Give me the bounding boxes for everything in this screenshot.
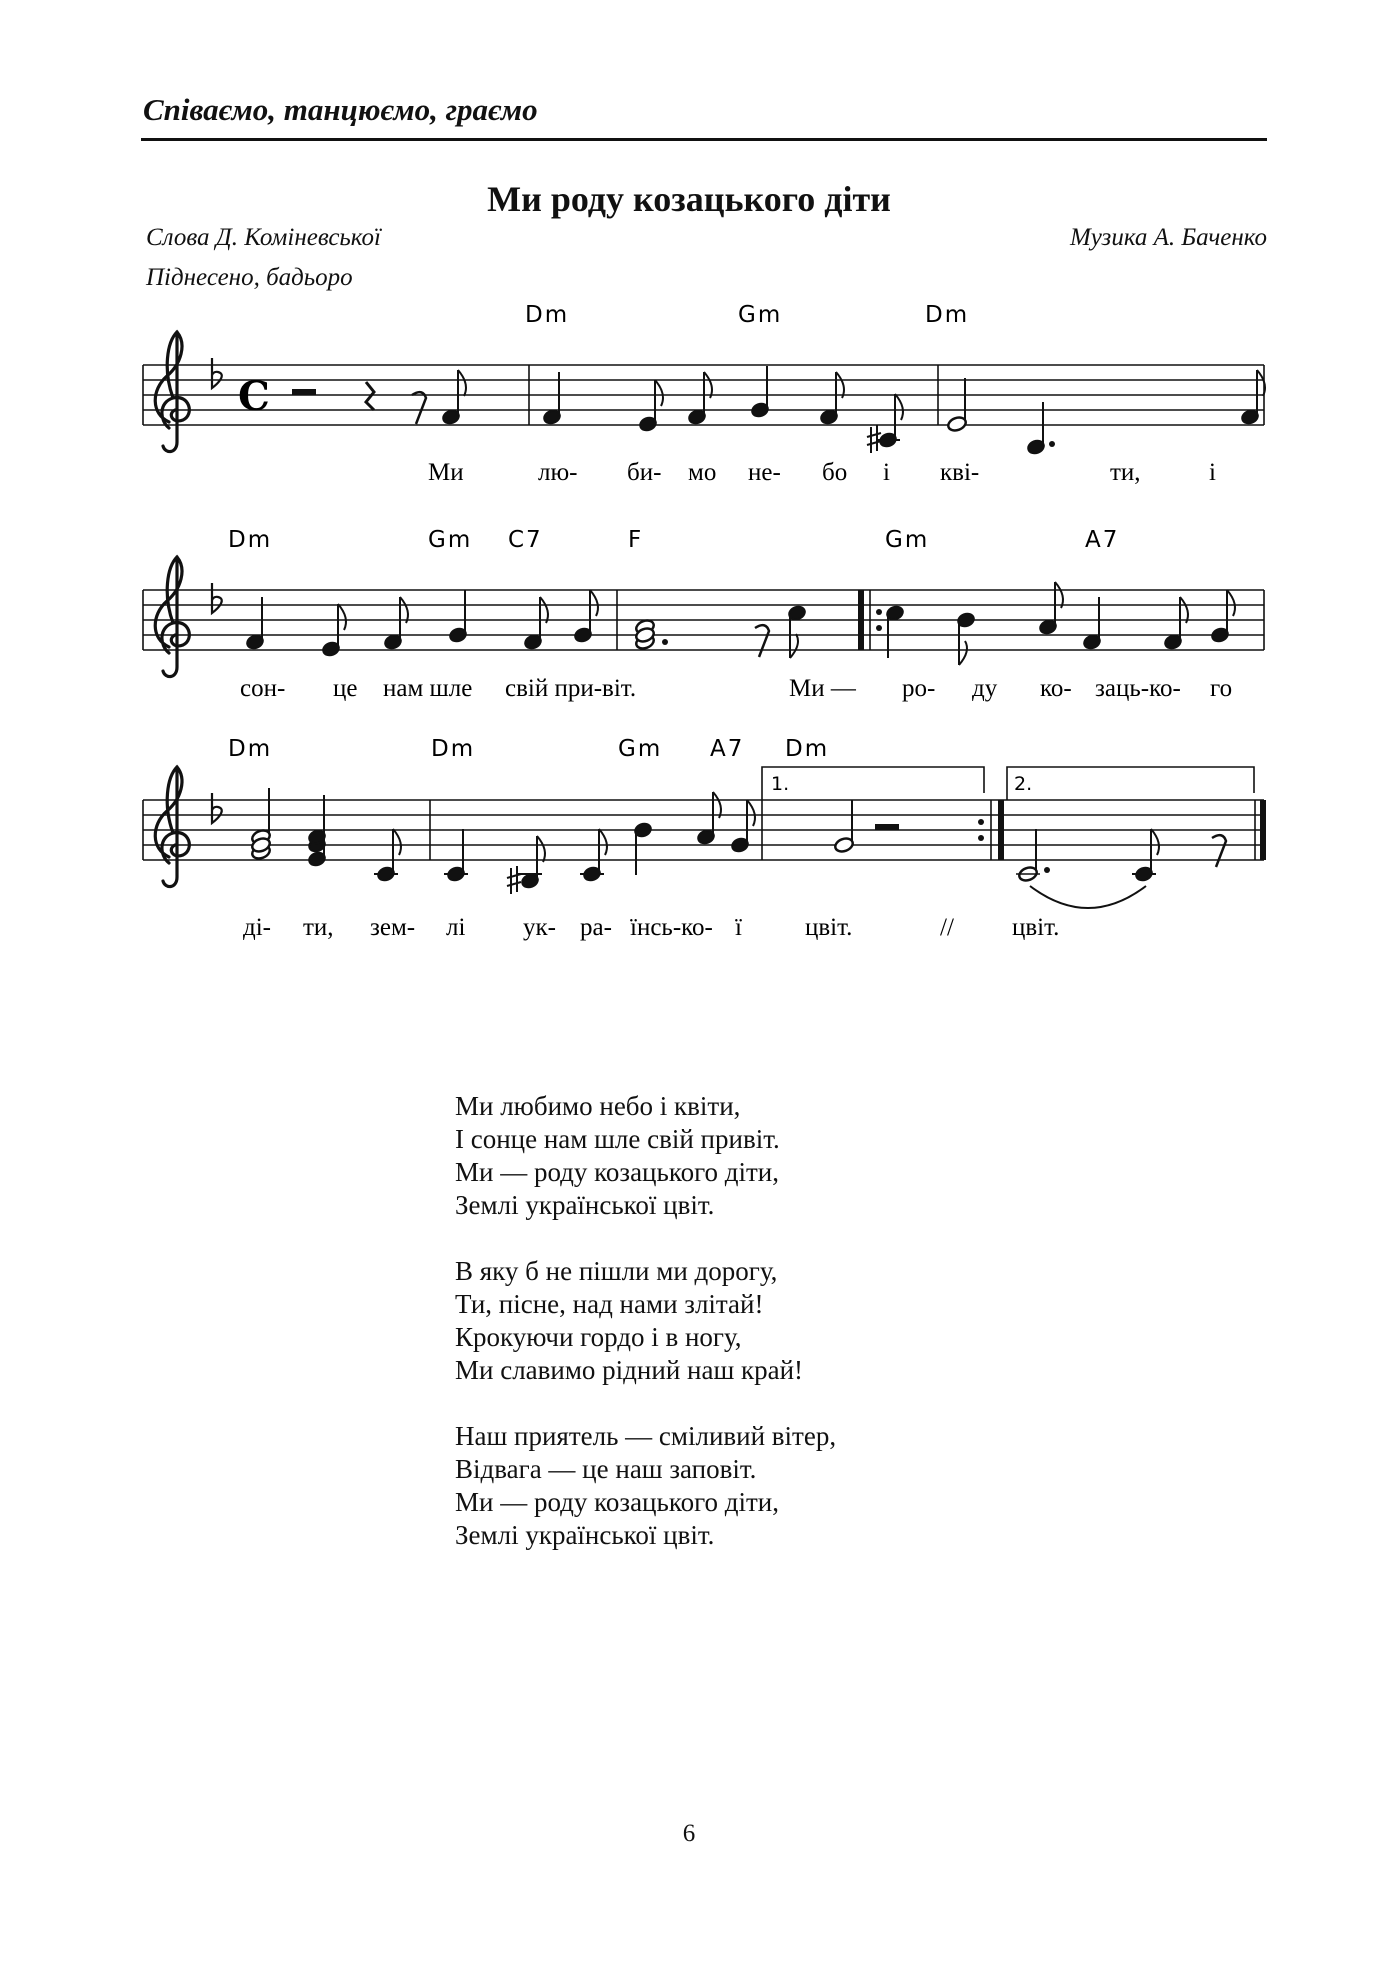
system-1 — [143, 302, 1265, 486]
lyric-syllable: зем- — [370, 914, 416, 941]
stanza-2 — [455, 1255, 836, 1387]
lyric-syllable: нам шле — [383, 675, 473, 702]
verse-line: Наш приятель — сміливий вітер, — [455, 1421, 837, 1451]
lyric-syllable: кві- — [940, 459, 980, 486]
lyric-syllable: ук- — [523, 914, 556, 941]
quarter-rest — [366, 382, 374, 410]
lyric-syllable: ро- — [902, 675, 936, 702]
chord-label: Dm — [785, 736, 830, 762]
chord-label: Dm — [525, 302, 570, 328]
volta-label: 2. — [1014, 773, 1033, 795]
chord-label: Dm — [228, 736, 273, 762]
verse-line: Ти, пісне, над нами злітай! — [455, 1289, 764, 1319]
time-signature: C — [238, 373, 270, 420]
lyricist: Слова Д. Коміневської — [146, 224, 381, 251]
section-header: Співаємо, танцюємо, граємо — [143, 92, 538, 127]
lyric-syllable: лі — [446, 914, 466, 941]
lyric-syllable: їнсь-ко- — [630, 914, 713, 941]
lyric-syllable: заць-ко- — [1095, 675, 1181, 702]
eighth-rest — [755, 625, 769, 657]
lyric-syllable: цвіт. — [1012, 914, 1060, 941]
lyric-syllable: ді- — [243, 914, 271, 941]
lyric-syllable: це — [333, 675, 358, 702]
lyric-syllable: ї — [735, 914, 742, 941]
treble-clef-icon — [155, 767, 189, 887]
chord-label: Dm — [431, 736, 476, 762]
lyric-syllable: ко- — [1040, 675, 1072, 702]
flat-icon — [212, 583, 222, 613]
lyric-syllable: сон- — [240, 675, 286, 702]
lyric-syllable: бо — [822, 459, 848, 486]
verse-line: Землі української цвіт. — [455, 1190, 715, 1220]
chord-label: F — [628, 527, 644, 553]
lyric-syllable: і — [883, 459, 890, 486]
lyric-syllable: ти, — [303, 914, 334, 941]
verse-line: Ми — роду козацького діти, — [455, 1157, 779, 1187]
flat-icon — [212, 793, 222, 823]
stanza-1 — [455, 1090, 836, 1222]
half-rest — [875, 824, 899, 830]
verse-line: Ми славимо рідний наш край! — [455, 1355, 804, 1385]
verse-line: Землі української цвіт. — [455, 1520, 715, 1550]
verse-line: В яку б не пішли ми дорогу, — [455, 1256, 778, 1286]
tempo-marking: Піднесено, бадьоро — [146, 264, 353, 291]
chord-label: Gm — [618, 736, 663, 762]
flat-icon — [212, 358, 222, 388]
verse-line: Ми любимо небо і квіти, — [455, 1091, 741, 1121]
lyric-syllable: і — [1209, 459, 1216, 486]
treble-clef-icon — [155, 557, 189, 677]
lyric-syllable: // — [940, 914, 954, 941]
page-number: 6 — [682, 1820, 696, 1847]
verse-line: І сонце нам шле свій привіт. — [455, 1124, 780, 1154]
verse-line: Відвага — це наш заповіт. — [455, 1454, 757, 1484]
lyric-syllable: лю- — [538, 459, 578, 486]
lyric-syllable: би- — [627, 459, 662, 486]
system-2 — [143, 527, 1264, 702]
lyric-syllable: мо — [688, 459, 717, 486]
chord-label: Gm — [738, 302, 783, 328]
treble-clef-icon — [155, 332, 189, 452]
lyric-syllable: го — [1210, 675, 1233, 702]
verse-line: Ми — роду козацького діти, — [455, 1487, 779, 1517]
chord-label: Gm — [885, 527, 930, 553]
chord-label: A7 — [710, 736, 745, 762]
song-title: Ми роду козацького діти — [487, 179, 891, 219]
volta-label: 1. — [771, 773, 790, 795]
verses — [455, 1090, 836, 1585]
lyric-syllable: ра- — [580, 914, 612, 941]
lyric-syllable: Ми — [428, 459, 464, 486]
lyric-syllable: ду — [972, 675, 998, 702]
verse-line: Крокуючи гордо і в ногу, — [455, 1322, 742, 1352]
eighth-rest — [1212, 835, 1226, 867]
chord-label: A7 — [1085, 527, 1120, 553]
lyric-syllable: не- — [748, 459, 781, 486]
sharp-icon — [507, 866, 521, 894]
system-3 — [143, 736, 1266, 941]
chord-label: Dm — [925, 302, 970, 328]
chord-label: Dm — [228, 527, 273, 553]
lyric-syllable: Ми — — [789, 675, 856, 702]
chord-label: Gm — [428, 527, 473, 553]
stanza-3 — [455, 1420, 836, 1552]
chord-label: C7 — [508, 527, 543, 553]
lyric-syllable: свій при-віт. — [505, 675, 637, 702]
lyric-syllable: цвіт. — [805, 914, 853, 941]
half-rest — [292, 389, 316, 395]
tie — [1030, 886, 1146, 908]
composer: Музика А. Баченко — [1069, 224, 1267, 251]
lyric-syllable: ти, — [1110, 459, 1141, 486]
eighth-rest — [412, 392, 426, 424]
